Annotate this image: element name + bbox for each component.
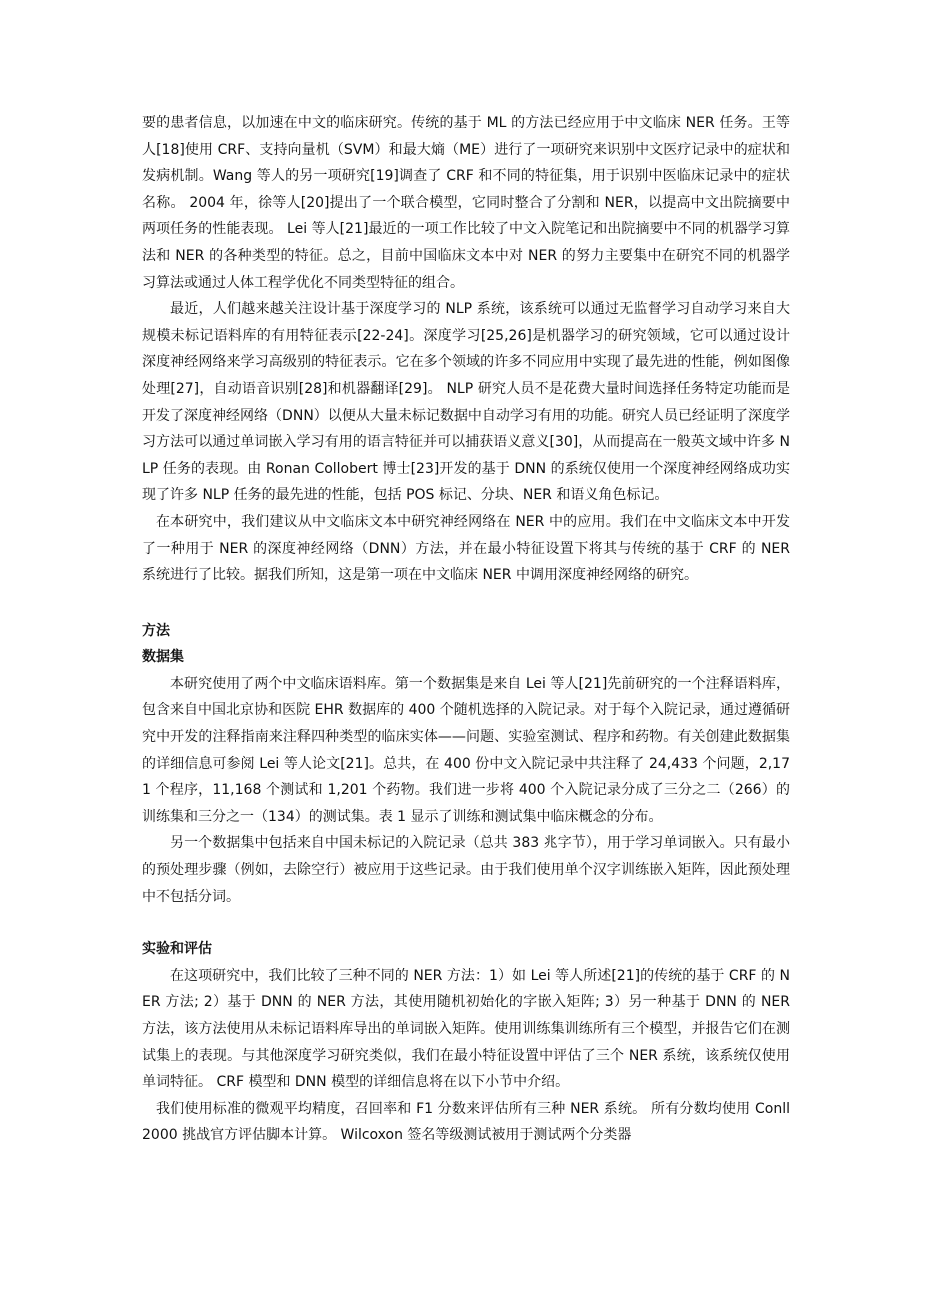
heading-dataset: 数据集 (142, 649, 184, 666)
section-spacer (142, 589, 790, 618)
paragraph-dataset-2: 另一个数据集中包括来自中国未标记的入院记录（总共 383 兆字节），用于学习单词嵌入。只有最小的预处理步骤（例如，去除空行）被应用于这些记录。由于我们使用单个汉字训练嵌入矩阵，因此预处理中不包括分词。 (142, 835, 790, 905)
paragraph-experiment-2: 我们使用标准的微观平均精度，召回率和 F1 分数来评估所有三种 NER 系统。 所有分数均使用 Conll 2000 挑战官方评估脚本计算。 Wilcoxon 签名等级测试被用于测试两个分类器 (142, 1100, 790, 1144)
paragraph-intro-continued: 要的患者信息，以加速在中文的临床研究。传统的基于 ML 的方法已经应用于中文临床 NER 任务。王等人[18]使用 CRF、支持向量机（SVM）和最大熵（ME）进行了一项研究来识别中文医疗记录中的症状和发病机制。Wang 等人的另一项研究[19]调查了 CRF 和不同的特征集，用于识别中医临床记录中的症状名称。 2004 年，徐等人[20]提出了一个联合模型，它同时整合了分割和 NER，以提高中文出院摘要中两项任务的性能表现。 Lei 等人[21]最近的一项工作比较了中文入院笔记和出院摘要中不同的机器学习算法和 NER 的各种类型的特征。总之，目前中国临床文本中对 NER 的努力主要集中在研究不同的机器学习算法或通过人体工程学优化不同类型特征的组合。 (142, 115, 790, 291)
heading-methods: 方法 (142, 622, 170, 639)
document-page (142, 110, 790, 1149)
paragraph-deep-learning: 最近，人们越来越关注设计基于深度学习的 NLP 系统，该系统可以通过无监督学习自动学习来自大规模未标记语料库的有用特征表示[22-24]。深度学习[25,26]是机器学习的研究领域，它可以通过设计深度神经网络来学习高级别的特征表示。它在多个领域的许多不同应用中实现了最先进的性能，例如图像处理[27]，自动语音识别[28]和机器翻译[29]。 NLP 研究人员不是花费大量时间选择任务特定功能而是开发了深度神经网络（DNN）以便从大量未标记数据中自动学习有用的功能。研究人员已经证明了深度学习方法可以通过单词嵌入学习有用的语言特征并可以捕获语义意义[30]，从而提高在一般英文域中许多 NLP 任务的表现。由 Ronan Collobert 博士[23]开发的基于 DNN 的系统仅使用一个深度神经网络成功实现了许多 NLP 任务的最先进的性能，包括 POS 标记、分块、NER 和语义角色标记。 (142, 301, 790, 504)
paragraph-experiment-1: 在这项研究中，我们比较了三种不同的 NER 方法：1）如 Lei 等人所述[21]的传统的基于 CRF 的 NER 方法; 2）基于 DNN 的 NER 方法，其使用随机初始化的字嵌入矩阵; 3）另一种基于 DNN 的 NER 方法，该方法使用从未标记语料库导出的单词嵌入矩阵。使用训练集训练所有三个模型，并报告它们在测试集上的表现。与其他深度学习研究类似，我们在最小特征设置中评估了三个 NER 系统，该系统仅使用单词特征。 CRF 模型和 DNN 模型的详细信息将在以下小节中介绍。 (142, 967, 790, 1091)
paragraph-dataset-1: 本研究使用了两个中文临床语料库。第一个数据集是来自 Lei 等人[21]先前研究的一个注释语料库，包含来自中国北京协和医院 EHR 数据库的 400 个随机选择的入院记录。对于每个入院记录，通过遵循研究中开发的注释指南来注释四种类型的临床实体——问题、实验室测试、程序和药物。有关创建此数据集的详细信息可参阅 Lei 等人论文[21]。总共，在 400 份中文入院记录中共注释了 24,433 个问题，2,171 个程序，11,168 个测试和 1,201 个药物。我们进一步将 400 个入院记录分成了三分之二（266）的训练集和三分之一（134）的测试集。表 1 显示了训练和测试集中临床概念的分布。 (142, 675, 790, 825)
heading-experiment: 实验和评估 (142, 941, 212, 958)
section-spacer (142, 910, 790, 936)
paragraph-this-study: 在本研究中，我们建议从中文临床文本中研究神经网络在 NER 中的应用。我们在中文临床文本中开发了一种用于 NER 的深度神经网络（DNN）方法，并在最小特征设置下将其与传统的基于 CRF 的 NER 系统进行了比较。据我们所知，这是第一项在中文临床 NER 中调用深度神经网络的研究。 (142, 513, 790, 584)
